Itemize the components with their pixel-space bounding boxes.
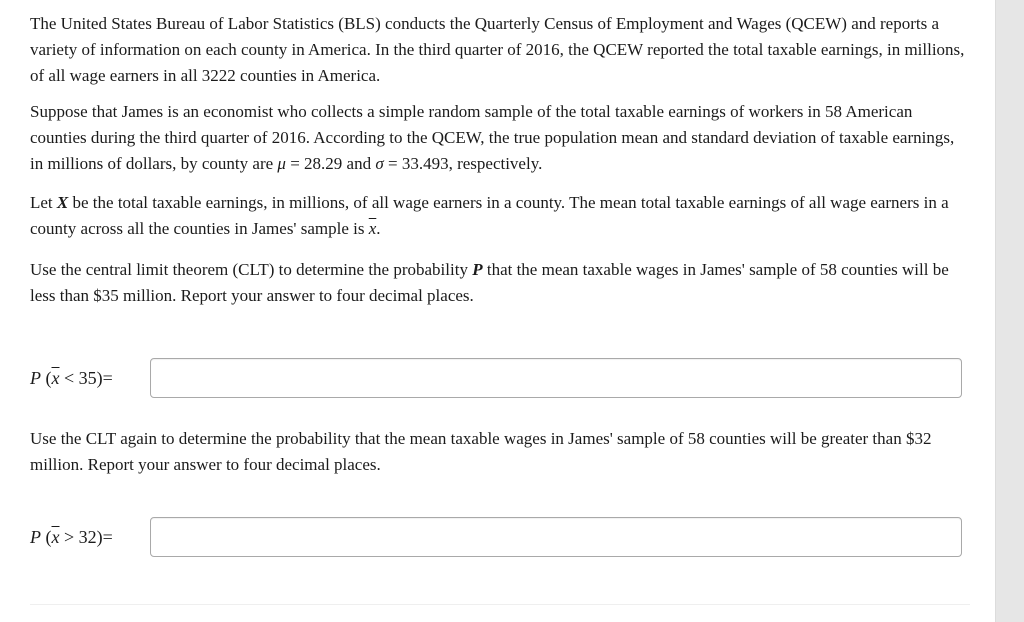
scenario-paragraph	[30, 99, 970, 177]
scrollbar[interactable]	[995, 0, 1024, 622]
intro-paragraph	[30, 11, 970, 89]
and-text: and	[346, 154, 372, 173]
question1-paragraph	[30, 257, 970, 309]
mu-value: = 28.29	[290, 154, 343, 173]
answer-row-2	[30, 517, 962, 557]
mu-symbol: μ	[277, 154, 286, 173]
definition-end: .	[376, 219, 381, 238]
intro-text: The United States Bureau of Labor Statistics (BLS) conducts the Quarterly Census of Employment and Wages (QCEW) and reports a variety of information on each county in America. In the third quarter of 2016, the QCEW reported the total taxable earnings, in millions, of all wage earners in all 3222 counties in America.	[30, 14, 965, 85]
relation-text: < 35	[59, 367, 97, 388]
prob-symbol: P	[30, 526, 41, 547]
variable-p: P	[472, 260, 483, 279]
open-paren: (	[41, 526, 52, 547]
xbar-symbol: $\overline{x}$	[368, 219, 377, 238]
definition-text: be the total taxable earnings, in millions, of all wage earners in a county. The mean total taxable earnings of all wage earners in a county across all the counties in James' sample is	[30, 193, 949, 238]
question1-text: that the mean taxable wages in James' sample of 58 counties will be less than $35 million. Report your answer to four decimal places.	[30, 260, 949, 305]
xbar-symbol: $\overline{x}$	[51, 526, 60, 547]
sigma-symbol: σ	[375, 154, 384, 173]
close-paren-equals: )=	[96, 367, 113, 388]
answer-label-1	[30, 368, 148, 389]
open-paren: (	[41, 367, 52, 388]
relation-text: > 32	[59, 526, 97, 547]
definition-paragraph	[30, 190, 970, 242]
answer-input-greater-than-32[interactable]	[150, 517, 962, 557]
question2-paragraph	[30, 426, 970, 478]
prob-symbol: P	[30, 367, 41, 388]
def-prefix: Let	[30, 193, 53, 212]
divider	[30, 604, 970, 605]
answer-row-1	[30, 358, 962, 398]
xbar-symbol: $\overline{x}$	[51, 367, 60, 388]
close-paren-equals: )=	[96, 526, 113, 547]
scenario-text: Suppose that James is an economist who collects a simple random sample of the total taxable earnings of workers in 58 American counties during the third quarter of 2016. According to the QCEW, the true population mean and standard deviation of taxable earnings, in millions of dollars, by county are	[30, 102, 955, 173]
variable-x: X	[56, 193, 69, 212]
answer-input-less-than-35[interactable]	[150, 358, 962, 398]
question2-text: Use the CLT again to determine the probability that the mean taxable wages in James' sample of 58 counties will be greater than $32 million. Report your answer to four decimal places.	[30, 429, 932, 474]
sigma-value: = 33.493, respectively.	[387, 154, 543, 173]
answer-label-2	[30, 527, 148, 548]
question1-prefix: Use the central limit theorem (CLT) to determine the probability	[30, 260, 468, 279]
